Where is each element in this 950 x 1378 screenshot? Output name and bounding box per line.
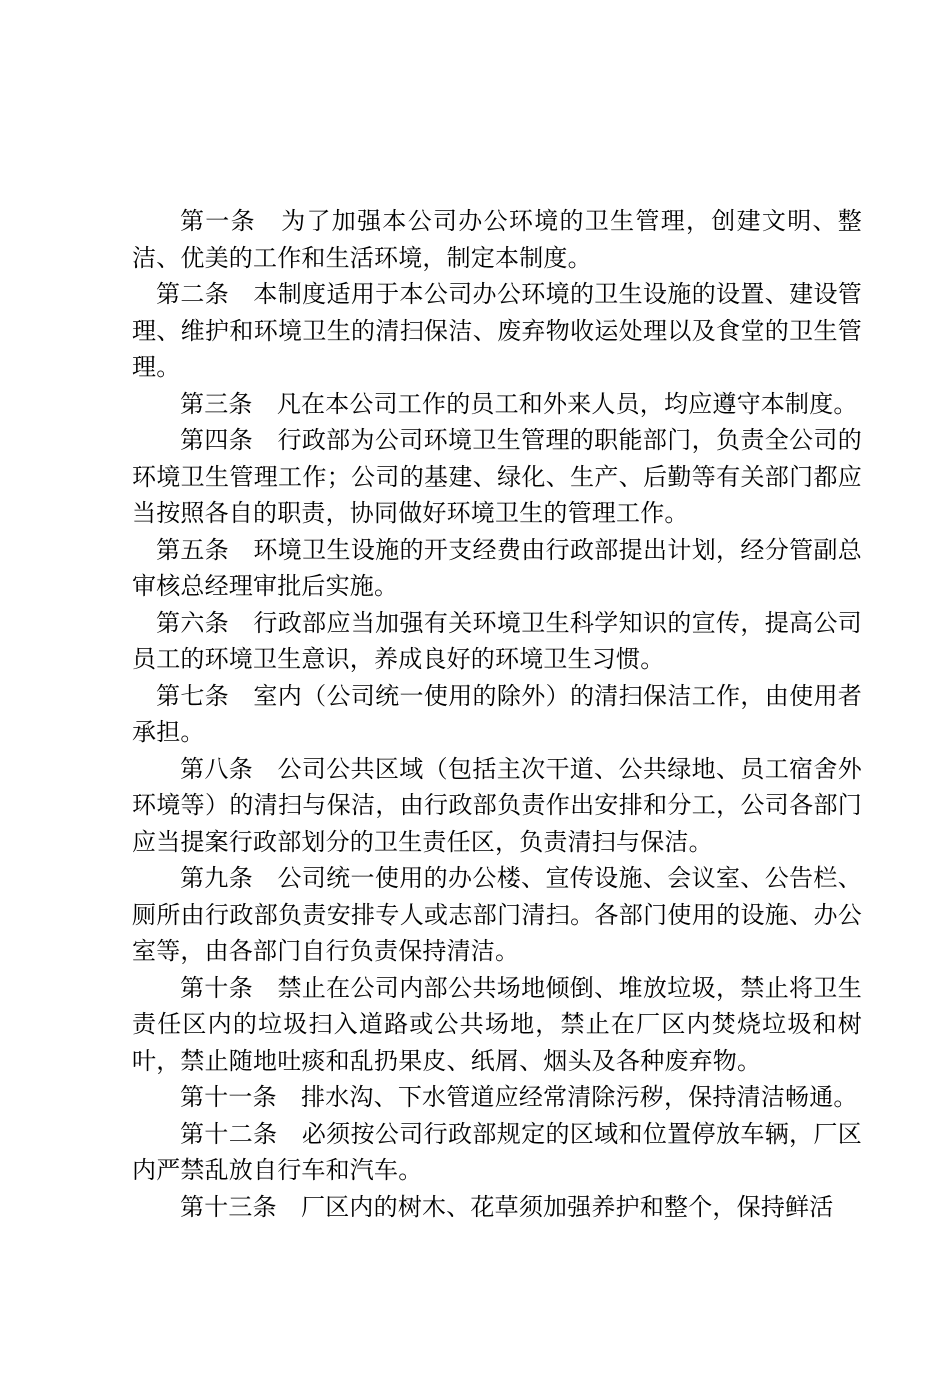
article-1 (132, 203, 862, 276)
article-6 (132, 605, 862, 678)
article-number: 第十条 (180, 973, 254, 1002)
article-4 (132, 422, 862, 532)
article-13 (132, 1189, 862, 1226)
article-text: 禁止在公司内部公共场地倾倒、堆放垃圾，禁止将卫生责任区内的垃圾扫入道路或公共场地，禁止在厂区内焚烧垃圾和树叶，禁止随地吐痰和乱扔果皮、纸屑、烟头及各种废弃物。 (132, 973, 862, 1075)
article-number: 第二条 (156, 280, 230, 308)
article-text: 公司统一使用的办公楼、宣传设施、会议室、公告栏、厕所由行政部负责安排专人或志部门清扫。各部门使用的设施、办公室等，由各部门自行负责保持清洁。 (132, 864, 862, 965)
article-9 (132, 860, 862, 970)
article-number: 第七条 (156, 681, 230, 710)
article-text: 凡在本公司工作的员工和外来人员，均应遵守本制度。 (276, 389, 858, 418)
article-5 (132, 532, 862, 605)
article-7 (132, 678, 862, 751)
article-number: 第五条 (156, 535, 230, 564)
regulation-body (132, 203, 862, 1225)
article-number: 第十二条 (180, 1119, 278, 1148)
article-number: 第一条 (180, 207, 256, 235)
article-text: 厂区内的树木、花草须加强养护和整个，保持鲜活 (301, 1192, 834, 1221)
article-11 (132, 1079, 862, 1116)
article-3 (132, 386, 862, 423)
article-text: 本制度适用于本公司办公环境的卫生设施的设置、建设管理、维护和环境卫生的清扫保洁、废弃物收运处理以及食堂的卫生管理。 (132, 280, 863, 381)
article-number: 第三条 (180, 389, 253, 418)
article-12 (132, 1116, 862, 1189)
article-text: 行政部应当加强有关环境卫生科学知识的宣传，提高公司员工的环境卫生意识，养成良好的环境卫生习惯。 (132, 608, 863, 673)
article-text: 环境卫生设施的开支经费由行政部提出计划，经分管副总审核总经理审批后实施。 (132, 535, 863, 600)
article-number: 第十三条 (180, 1192, 277, 1221)
article-text: 行政部为公司环境卫生管理的职能部门，负责全公司的环境卫生管理工作；公司的基建、绿化、生产、后勤等有关部门都应当按照各自的职责，协同做好环境卫生的管理工作。 (132, 426, 862, 527)
article-text: 室内（公司统一使用的除外）的清扫保洁工作，由使用者承担。 (132, 681, 863, 746)
article-number: 第十一条 (180, 1083, 277, 1111)
article-number: 第九条 (180, 864, 254, 892)
article-2 (132, 276, 862, 386)
article-text: 必须按公司行政部规定的区域和位置停放车辆，厂区内严禁乱放自行车和汽车。 (132, 1119, 862, 1184)
article-10 (132, 970, 862, 1080)
article-number: 第四条 (180, 426, 254, 454)
article-text: 公司公共区域（包括主次干道、公共绿地、员工宿舍外环境等）的清扫与保洁，由行政部负责作出安排和分工，公司各部门应当提案行政部划分的卫生责任区，负责清扫与保洁。 (132, 754, 862, 856)
article-text: 排水沟、下水管道应经常清除污秽，保持清洁畅通。 (301, 1083, 858, 1111)
article-number: 第六条 (156, 608, 230, 637)
article-number: 第八条 (180, 754, 254, 783)
article-8 (132, 751, 862, 861)
article-text: 为了加强本公司办公环境的卫生管理，创建文明、整洁、优美的工作和生活环境，制定本制度。 (132, 207, 862, 272)
